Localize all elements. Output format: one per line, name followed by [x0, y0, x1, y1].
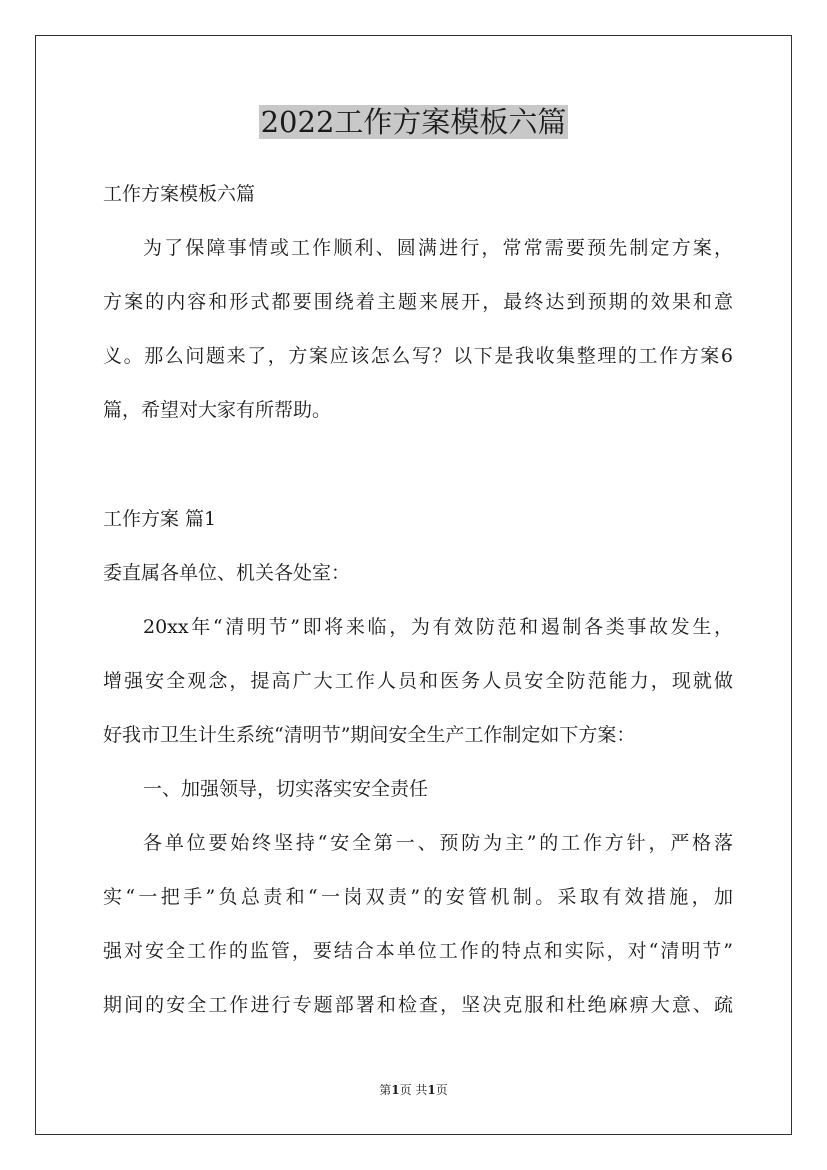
page-footer — [0, 1082, 827, 1098]
footer-prefix: 第 — [379, 1083, 392, 1097]
document-title — [0, 100, 827, 144]
document-title-text: 2022工作方案模板六篇 — [260, 105, 567, 139]
footer-suffix: 页 — [435, 1083, 448, 1097]
footer-page-total: 1 — [427, 1083, 436, 1097]
intro-line: 义。那么问题来了，方案应该怎么写？以下是我收集整理的工作方案6 — [103, 345, 733, 367]
salutation: 委直属各单位、机关各处室： — [103, 562, 351, 584]
intro-line: 方案的内容和形式都要围绕着主题来展开，最终达到预期的效果和意 — [103, 291, 733, 313]
paragraph-line: 各单位要始终坚持“安全第一、预防为主”的工作方针，严格落 — [143, 832, 733, 854]
section-heading: 工作方案 篇1 — [103, 508, 217, 530]
paragraph-line: 增强安全观念，提高广大工作人员和医务人员安全防范能力，现就做 — [103, 670, 733, 692]
subheading: 一、加强领导，切实落实安全责任 — [143, 778, 429, 800]
intro-line: 篇，希望对大家有所帮助。 — [103, 399, 332, 421]
footer-mid: 页 共 — [399, 1083, 428, 1097]
footer-page-number: 1 — [391, 1083, 400, 1097]
intro-line: 为了保障事情或工作顺利、圆满进行，常常需要预先制定方案， — [143, 237, 733, 259]
paragraph-line: 期间的安全工作进行专题部署和检查，坚决克服和杜绝麻痹大意、疏 — [103, 994, 733, 1016]
paragraph-line: 强对安全工作的监管，要结合本单位工作的特点和实际，对“清明节” — [103, 940, 733, 962]
document-subtitle: 工作方案模板六篇 — [103, 183, 256, 205]
paragraph-line: 好我市卫生计生系统“清明节”期间安全生产工作制定如下方案： — [103, 724, 636, 746]
paragraph-line: 20xx年“清明节”即将来临，为有效防范和遏制各类事故发生， — [143, 616, 733, 638]
paragraph-line: 实“一把手”负总责和“一岗双责”的安管机制。采取有效措施，加 — [103, 886, 733, 908]
